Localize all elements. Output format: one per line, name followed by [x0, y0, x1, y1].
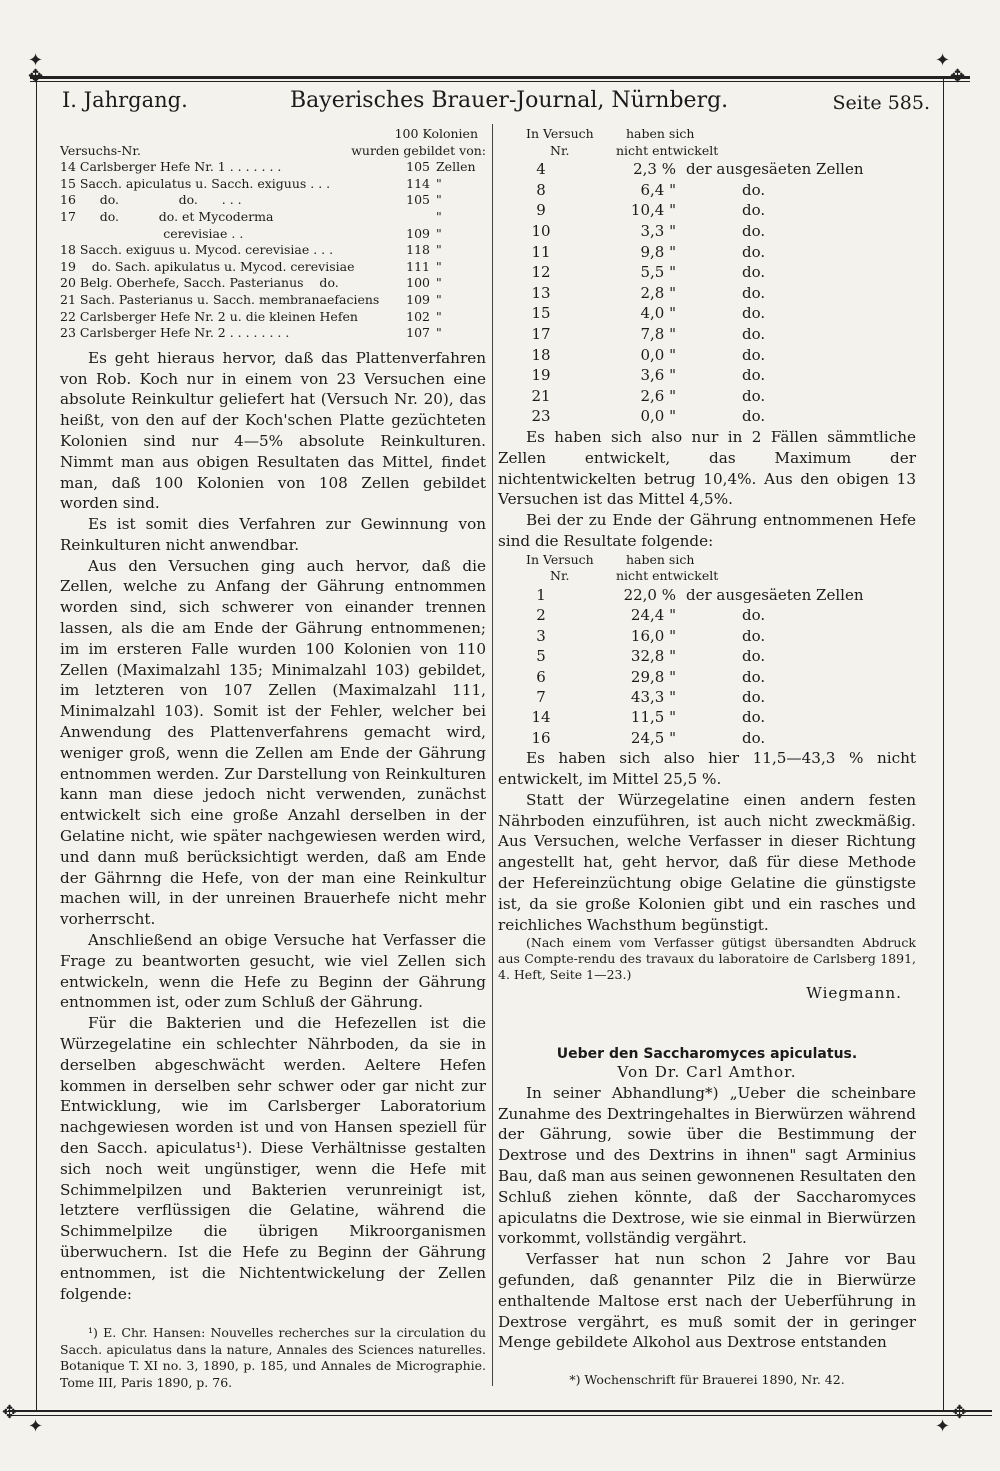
row-label: 17 do. do. et Mycoderma [60, 208, 274, 224]
right-paragraph-4: Statt der Würzegelatine einen andern festen Nährboden einzuführen, ist auch nicht zweckmäßig. Aus Versuchen, welche Verfasser in dieser Richtung angestellt hat, geht hervor, daß für diese Methode der Hefereinzüchtung obige Gelatine die günstigste ist, da sie große Kolonien gibt und ein rasches und reichliches Wachsthum begünstigt. [498, 790, 916, 934]
table-row [498, 386, 916, 407]
row-text: do. [742, 647, 766, 666]
percent-value: 43,3 " [630, 687, 676, 706]
versuch-nr: 9 [536, 201, 546, 220]
versuch-nr: 12 [531, 263, 551, 282]
right-paragraph-3: Es haben sich also hier 11,5—43,3 % nicht entwickelt, im Mittel 25,5 %. [498, 749, 916, 788]
versuch-nr: 18 [531, 345, 551, 364]
col-head-versuch: In Versuch [526, 126, 594, 141]
versuch-nr: 11 [531, 242, 551, 261]
percent-value: 0,0 " [640, 407, 676, 426]
percent-value: 5,5 " [640, 263, 676, 282]
row-text: do. [742, 667, 766, 686]
row-text: do. [742, 366, 766, 385]
percent-value: 4,0 " [640, 304, 676, 323]
col-head-versuch: In Versuch [526, 551, 594, 567]
row-text: do. [742, 263, 766, 282]
row-text: do. [742, 324, 766, 343]
table-row [498, 242, 916, 263]
percent-value: 2,6 " [640, 386, 676, 405]
table-row [60, 192, 486, 209]
table-header-colonies [220, 126, 486, 159]
left-footnote: ¹) E. Chr. Hansen: Nouvelles recherches sur la circulation du Sacch. apiculatus dans la nature, Annales des Sciences naturelles. Botanique T. XI no. 3, 1890, p. 185, und Annales de Micrographie. Tome III, Paris 1890, p. 76. [60, 1325, 486, 1390]
corner-ornament-icon: ✥ [2, 1402, 18, 1423]
table-row [498, 605, 916, 625]
corner-ornament-icon: ✥ [950, 66, 966, 87]
col-head-nr: Nr. [550, 568, 570, 584]
versuch-nr: 14 [531, 708, 551, 727]
row-text: do. [742, 242, 766, 261]
table-row [498, 303, 916, 324]
row-label: 16 do. do. . . . [60, 192, 242, 208]
table-row [60, 209, 486, 226]
table-row [60, 176, 486, 193]
versuch-nr: 15 [531, 304, 551, 323]
corner-ornament-icon: ✥ [952, 1402, 968, 1423]
table-row [498, 200, 916, 221]
header-journal-title: Bayerisches Brauer-Journal, Nürnberg. [290, 88, 729, 113]
table-row [498, 667, 916, 687]
bottom-rule-thin [8, 1415, 992, 1416]
row-label: 15 Sacch. apiculatus u. Sacch. exiguus . . . [60, 175, 331, 191]
versuch-nr: 10 [531, 221, 551, 240]
signature: Wiegmann. [806, 984, 902, 1003]
row-text: do. [742, 708, 766, 727]
header-volume: I. Jahrgang. [62, 88, 188, 112]
row-value: 100 [406, 275, 430, 291]
table-row [60, 259, 486, 276]
row-text: do. [742, 304, 766, 323]
header-page-number: Seite 585. [832, 92, 930, 114]
row-value: 114 [406, 175, 430, 191]
row-text: do. [742, 221, 766, 240]
percent-value: 7,8 " [640, 324, 676, 343]
row-unit: " [436, 308, 442, 324]
row-unit: " [436, 275, 442, 291]
row-unit: " [436, 242, 442, 258]
row-text: do. [742, 728, 766, 747]
versuch-nr: 17 [531, 324, 551, 343]
top-rule-thin [30, 81, 970, 82]
row-text: do. [742, 687, 766, 706]
right-border-line [943, 78, 944, 1411]
table-row [60, 226, 486, 243]
table-row [498, 159, 916, 180]
table-header-colonies-1: 100 Kolonien [394, 126, 478, 141]
versuch-nr: 3 [536, 626, 546, 645]
left-paragraph: Es geht hieraus hervor, daß das Plattenverfahren von Rob. Koch nur in einem von 23 Versuchen eine absolute Reinkultur geliefert hat (Versuch Nr. 20), das heißt, von den auf der Koch'schen Platte gezüchteten Kolonien sind nur 4—5% absolute Reinkulturen. Nimmt man aus obigen Resultaten das Mittel, findet man, daß 100 Kolonien von 108 Zellen gebildet worden sind. [60, 348, 486, 513]
results-table-header [498, 126, 916, 159]
left-paragraph: Anschließend an obige Versuche hat Verfasser die Frage zu beantworten gesucht, wie viel Zellen sich entwickeln, wenn die Hefe zu Beginn der Gährung entnommen ist, oder zum Schluß der Gährung. [60, 931, 486, 1012]
colony-table-body [60, 159, 486, 342]
col-head-nicht: nicht entwickelt [616, 568, 719, 584]
row-text: do. [742, 386, 766, 405]
versuch-nr: 23 [531, 407, 551, 426]
table-row [498, 687, 916, 707]
col-head-nr: Nr. [550, 142, 570, 158]
row-unit: " [436, 258, 442, 274]
versuch-nr: 4 [536, 160, 546, 179]
corner-ornament-icon: ✦ [28, 1416, 44, 1437]
percent-value: 24,5 " [630, 728, 676, 747]
table-row [498, 365, 916, 386]
corner-ornament-icon: ✦ [935, 50, 951, 71]
table-row [60, 292, 486, 309]
table-row [498, 180, 916, 201]
table-row [498, 646, 916, 666]
percent-value: 9,8 " [640, 242, 676, 261]
col-head-nicht: nicht entwickelt [616, 142, 719, 158]
row-text: do. [742, 407, 766, 426]
versuch-nr: 6 [536, 667, 546, 686]
row-unit: Zellen [436, 159, 476, 175]
table-row [60, 242, 486, 259]
row-text: der ausgesäeten Zellen [686, 160, 864, 179]
row-text: do. [742, 283, 766, 302]
row-unit: " [436, 225, 442, 241]
versuch-nr: 13 [531, 283, 551, 302]
table-header-versuch: Versuchs-Nr. [60, 142, 141, 158]
percent-value: 10,4 " [630, 201, 676, 220]
right-column [498, 126, 916, 1389]
row-value: 105 [406, 192, 430, 208]
row-unit: " [436, 175, 442, 191]
table-row [498, 283, 916, 304]
table-row [498, 262, 916, 283]
row-unit: " [436, 208, 442, 224]
right-paragraph-1: Es haben sich also nur in 2 Fällen sämmtliche Zellen entwickelt, das Maximum der nichtentwickelten betrug 10,4%. Aus den obigen 13 Versuchen ist das Mittel 4,5%. [498, 427, 916, 509]
table-row [60, 325, 486, 342]
percent-value: 32,8 " [630, 647, 676, 666]
article-paragraph-1: In seiner Abhandlung*) „Ueber die scheinbare Zunahme des Dextringehaltes in Bierwürzen während der Gährung, sowie über die Bestimmung der Dextrose und des Dextrins in ihnen" sagt Arminius Bau, daß man aus seinen gewonnenen Resultaten den Schluß ziehen könnte, daß der Saccharomyces apiculatns die Dextrose, wie sie einmal in Bierwürzen vorkommt, vollständig vergährt. [498, 1083, 916, 1248]
versuch-nr: 21 [531, 386, 551, 405]
percent-value: 0,0 " [640, 345, 676, 364]
table-row [498, 585, 916, 605]
percent-value: 3,3 " [640, 221, 676, 240]
table-row [60, 159, 486, 176]
percent-value: 29,8 " [630, 667, 676, 686]
row-label: 23 Carlsberger Hefe Nr. 2 . . . . . . . . [60, 325, 290, 341]
row-value: 109 [406, 225, 430, 241]
percent-value: 22,0 % [623, 585, 676, 604]
percent-value: 2,3 % [633, 160, 676, 179]
article-title: Ueber den Saccharomyces apiculatus. [556, 1046, 858, 1063]
table-row [498, 221, 916, 242]
versuch-nr: 19 [531, 366, 551, 385]
left-text [60, 348, 486, 1305]
source-note: (Nach einem vom Verfasser gütigst übersandten Abdruck aus Compte-rendu des travaux du laboratoire de Carlsberg 1891, 4. Heft, Seite 1—23.) [498, 935, 916, 983]
row-label: 20 Belg. Oberhefe, Sacch. Pasterianus do. [60, 275, 339, 291]
results-table-body [498, 159, 916, 427]
table-row [498, 626, 916, 646]
left-paragraph: Aus den Versuchen ging auch hervor, daß die Zellen, welche zu Anfang der Gährung entnommen worden sind, sich schwerer von einander trennen lassen, als die am Ende der Gährung entnommenen; im im ersteren Falle wurden 100 Kolonien von 110 Zellen (Maximalzahl 135; Minimalzahl 103) gebildet, im letzteren von 107 Zellen (Maximalzahl 111, Minimalzahl 103). Somit ist der Fehler, welcher bei Anwendung des Plattenverfahrens gemacht wird, weniger groß, wenn die Zellen am Ende der Gährung entnommen werden. Zur Darstellung von Reinkulturen kann man diese jedoch nicht verwenden, zunächst entwickelt sich eine große Anzahl derselben in der Gelatine nicht, wie später nachgewiesen werden wird, und dann muß berücksichtigt werden, daß am Ende der Gährnng die Hefe, von der man eine Reinkultur machen will, in der unreinen Brauerhefe nicht mehr vorherrscht. [60, 556, 486, 929]
table-row [498, 707, 916, 727]
row-label: cerevisiae . . [60, 225, 244, 241]
versuch-nr: 5 [536, 647, 546, 666]
percent-value: 24,4 " [630, 606, 676, 625]
row-unit: " [436, 192, 442, 208]
versuch-nr: 2 [536, 606, 546, 625]
corner-ornament-icon: ✦ [935, 1416, 951, 1437]
percent-value: 3,6 " [640, 366, 676, 385]
percent-value: 11,5 " [630, 708, 676, 727]
table-row [498, 324, 916, 345]
top-rule [30, 76, 970, 79]
row-unit: " [436, 291, 442, 307]
colony-table [60, 126, 486, 159]
versuch-nr: 16 [531, 728, 551, 747]
row-value: 107 [406, 325, 430, 341]
bottom-rule [8, 1410, 992, 1412]
row-text: der ausgesäeten Zellen [686, 585, 864, 604]
corner-ornament-icon: ✦ [28, 50, 44, 71]
article-author: Von Dr. Carl Amthor. [617, 1063, 797, 1082]
row-label: 22 Carlsberger Hefe Nr. 2 u. die kleinen Hefen [60, 308, 358, 324]
row-label: 14 Carlsberger Hefe Nr. 1 . . . . . . . [60, 159, 282, 175]
row-text: do. [742, 626, 766, 645]
row-label: 19 do. Sach. apikulatus u. Mycod. cerevisiae [60, 258, 355, 274]
table-row [60, 309, 486, 326]
col-head-haben: haben sich [626, 551, 695, 567]
left-paragraph: Für die Bakterien und die Hefezellen ist die Würzegelatine ein schlechter Nährboden, da sie in derselben abgeschwächt werden. Aeltere Hefen kommen in derselben sehr schwer oder gar nicht zur Entwicklung, wie im Carlsberger Laboratorium nachgewiesen worden ist und von Hansen speziell für den Sacch. apiculatus¹). Diese Verhältnisse gestalten sich noch weit ungünstiger, wenn die Hefe mit Schimmelpilzen und Bakterien verunreinigt ist, letztere verflüssigen die Gelatine, während die Schimmelpilze die übrigen Mikroorganismen überwuchern. Ist die Hefe zu Beginn der Gährung entnommen, ist die Nichtentwickelung der Zellen folgende: [60, 1014, 486, 1303]
percent-value: 2,8 " [640, 283, 676, 302]
row-text: do. [742, 201, 766, 220]
column-separator [492, 124, 493, 1386]
row-value: 109 [406, 291, 430, 307]
right-paragraph-2: Bei der zu Ende der Gährung entnommenen Hefe sind die Resultate folgende: [498, 511, 916, 550]
row-value: 105 [406, 159, 430, 175]
row-unit: " [436, 325, 442, 341]
row-value: 102 [406, 308, 430, 324]
table-row [498, 345, 916, 366]
results-table-begin [498, 126, 916, 427]
results-table-body [498, 585, 916, 748]
article-paragraph-2: Verfasser hat nun schon 2 Jahre vor Bau gefunden, daß genannter Pilz die in Bierwürze enthaltende Maltose erst nach der Ueberführung in Dextrose vergährt, es muß somit der in geringer Menge gebildete Alkohol aus Dextrose entstanden [498, 1250, 916, 1352]
percent-value: 16,0 " [630, 626, 676, 645]
row-value [390, 209, 430, 226]
table-header-colonies-2: wurden gebildet von: [351, 142, 486, 158]
left-column [60, 126, 486, 1391]
row-label: 18 Sacch. exiguus u. Mycod. cerevisiae . . . [60, 242, 334, 258]
row-label: 21 Sach. Pasterianus u. Sacch. membranaefaciens [60, 291, 380, 307]
article-footnote: *) Wochenschrift für Brauerei 1890, Nr. 42. [569, 1372, 845, 1388]
results-table-end [498, 552, 916, 748]
percent-value: 6,4 " [640, 180, 676, 199]
table-row [498, 406, 916, 427]
versuch-nr: 8 [536, 180, 546, 199]
row-value: 118 [406, 242, 430, 258]
corner-ornament-icon: ✥ [28, 66, 44, 87]
row-text: do. [742, 345, 766, 364]
table-row [60, 275, 486, 292]
col-head-haben: haben sich [626, 126, 695, 141]
table-row [498, 728, 916, 748]
left-border-line [36, 78, 37, 1411]
versuch-nr: 7 [536, 687, 546, 706]
row-text: do. [742, 180, 766, 199]
row-value: 111 [406, 258, 430, 274]
left-paragraph: Es ist somit dies Verfahren zur Gewinnung von Reinkulturen nicht anwendbar. [60, 515, 486, 554]
versuch-nr: 1 [536, 585, 546, 604]
results-table-header [498, 552, 916, 585]
row-text: do. [742, 606, 766, 625]
